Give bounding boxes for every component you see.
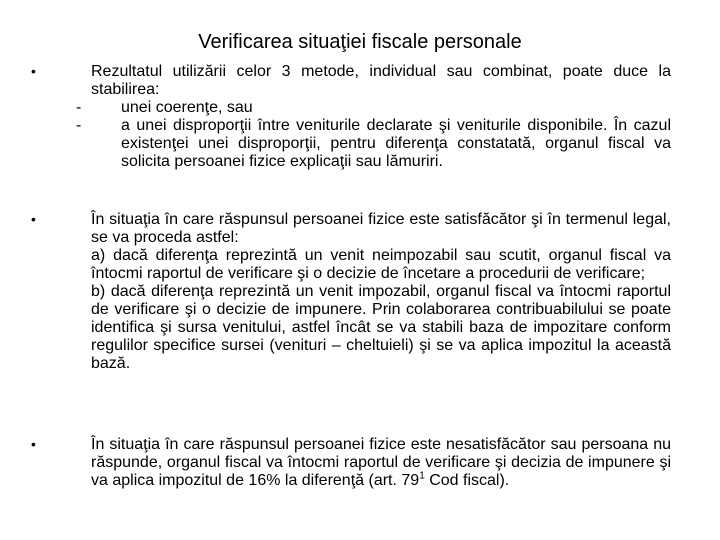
satisfactory-block xyxy=(91,211,671,373)
intro-paragraph: Rezultatul utilizării celor 3 metode, individual sau combinat, poate duce la stabilirea: xyxy=(91,63,671,98)
case-a-paragraph: a) dacă diferenţa reprezintă un venit neimpozabil sau scutit, organul fiscal va întocmi raportul de verificare şi o decizie de încetare a procedurii de verificare; xyxy=(91,247,671,282)
page-title: Verificarea situaţiei fiscale personale xyxy=(198,31,522,53)
list-item-coherence: unei coerenţe, sau xyxy=(121,99,253,116)
unsatisfactory-tail: Cod fiscal). xyxy=(424,472,510,489)
bullet-marker: • xyxy=(31,436,36,452)
case-b-paragraph: b) dacă diferenţa reprezintă un venit impozabil, organul fiscal va întocmi raportul de verificare şi o decizie de impunere. Prin colaborarea contribuabilului se poate identifica şi sursa venitului, astfel încât se va stabili baza de impozitare conform regulilor specifice sursei (venituri – cheltuieli) şi se va aplica impozitul la această bază. xyxy=(91,283,671,372)
bullet-marker: • xyxy=(31,63,36,79)
unsatisfactory-paragraph xyxy=(91,436,671,490)
article-superscript: 1 xyxy=(419,470,425,482)
satisfactory-lead: În situaţia în care răspunsul persoanei fizice este satisfăcător şi în termenul legal, se va proceda astfel: xyxy=(91,211,671,246)
bullet-marker: • xyxy=(31,211,36,227)
unsatisfactory-text: În situaţia în care răspunsul persoanei fizice este nesatisfăcător sau persoana nu răspunde, organul fiscal va întocmi raportul de verificare şi decizia de impunere şi va aplica impozitul de 16% la diferenţă (art. 79 xyxy=(91,436,671,489)
dash-marker: - xyxy=(76,117,82,134)
list-item-disproportion: a unei disproporţii între veniturile declarate şi veniturile disponibile. În cazul existenţei unei disproporţii, pentru diferenţa constatată, organul fiscal va solicita persoanei fizice explicaţii sau lămuriri. xyxy=(121,117,671,170)
dash-marker: - xyxy=(76,99,82,116)
